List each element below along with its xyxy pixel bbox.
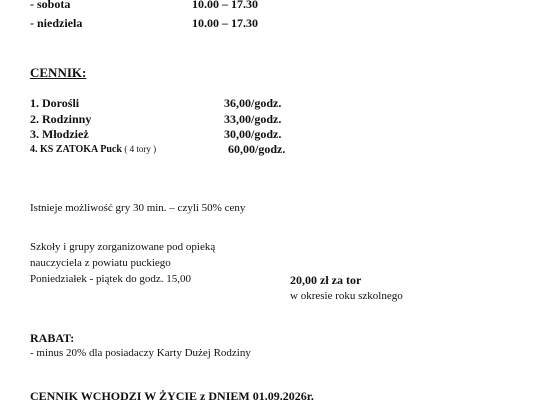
hours-time-sunday: 10.00 – 17.30 <box>192 16 258 30</box>
price-label-club-text: 4. KS ZATOKA Puck <box>30 144 122 155</box>
discount-text: - minus 20% dla posiadaczy Karty Dużej Rodziny <box>30 347 251 359</box>
price-value-club: 60,00/godz. <box>228 142 286 156</box>
hours-day-sunday: - niedziela <box>30 16 83 30</box>
price-label-club <box>30 144 156 155</box>
hours-day-saturday: - sobota <box>30 0 71 11</box>
price-label-youth: 3. Młodzież <box>30 127 89 141</box>
schools-line-1: Szkoły i grupy zorganizowane pod opieką <box>30 241 216 253</box>
price-value-family: 33,00/godz. <box>224 112 282 126</box>
schools-line-3: Poniedziałek - piątek do godz. 15,00 <box>30 273 191 285</box>
schools-period: w okresie roku szkolnego <box>290 290 403 302</box>
price-label-family: 2. Rodzinny <box>30 112 92 126</box>
price-value-youth: 30,00/godz. <box>224 127 282 141</box>
price-label-adults: 1. Dorośli <box>30 96 80 110</box>
schools-price: 20,00 zł za tor <box>290 273 362 287</box>
hours-time-saturday: 10.00 – 17.30 <box>192 0 258 11</box>
pricing-heading: CENNIK: <box>30 65 87 80</box>
effective-note: CENNIK WCHODZI W ŻYCIE z DNIEM 01.09.2026r. <box>30 389 314 403</box>
schools-line-2: nauczyciela z powiatu puckiego <box>30 257 171 269</box>
price-label-club-note: ( 4 tory ) <box>124 144 157 154</box>
price-value-adults: 36,00/godz. <box>224 96 282 110</box>
discount-heading: RABAT: <box>30 331 75 345</box>
half-hour-note: Istnieje możliwość gry 30 min. – czyli 50% ceny <box>30 202 246 214</box>
